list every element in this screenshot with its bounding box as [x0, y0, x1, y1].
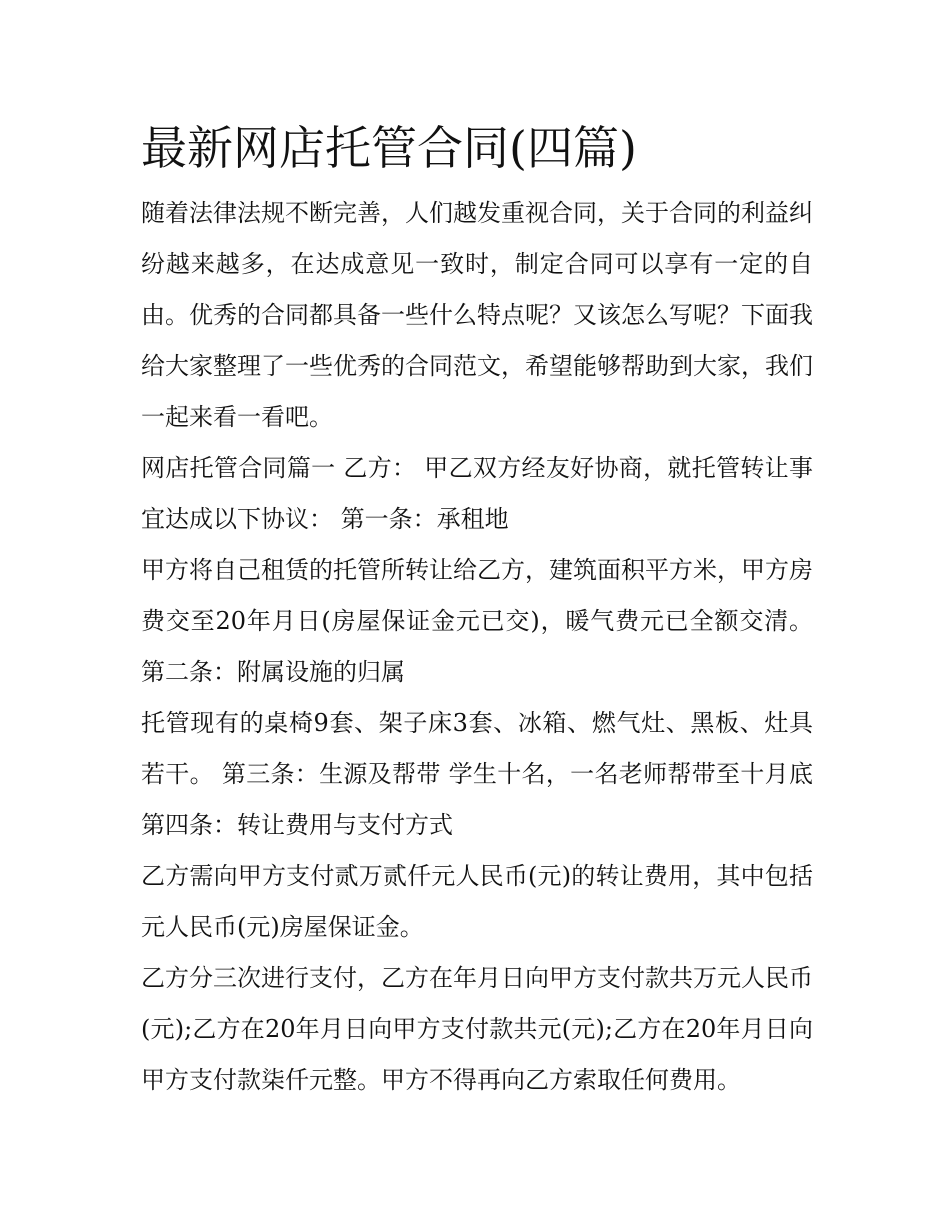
document-title: 最新网店托管合同(四篇)	[141, 121, 637, 175]
paragraph-payment-schedule: 乙方分三次进行支付，乙方在年月日向甲方支付款共万元人民币(元);乙方在20年月日向甲方支付款共元(元);乙方在20年月日向甲方支付款柒仟元整。甲方不得再向乙方索取任何费用。	[141, 964, 813, 1094]
paragraph-article-one: 甲方将自己租赁的托管所转让给乙方，建筑面积平方米，甲方房费交至20年月日(房屋保证金元已交)，暖气费元已全额交清。 第二条：附属设施的归属	[141, 556, 813, 686]
paragraph-intro: 随着法律法规不断完善，人们越发重视合同，关于合同的利益纠纷越来越多，在达成意见一致时，制定合同可以享有一定的自由。优秀的合同都具备一些什么特点呢？又该怎么写呢？下面我给大家整理了一些优秀的合同范文，希望能够帮助到大家，我们一起来看一看吧。	[141, 199, 813, 431]
document-page	[141, 112, 813, 1106]
paragraph-transfer-fee: 乙方需向甲方支付贰万贰仟元人民币(元)的转让费用，其中包括元人民币(元)房屋保证金。	[141, 862, 813, 941]
paragraph-contract-one-intro: 网店托管合同篇一 乙方： 甲乙双方经友好协商，就托管转让事宜达成以下协议： 第一条：承租地	[141, 454, 813, 533]
paragraph-article-two-three: 托管现有的桌椅9套、架子床3套、冰箱、燃气灶、黑板、灶具若干。 第三条：生源及帮带 学生十名，一名老师帮带至十月底 第四条：转让费用与支付方式	[141, 709, 813, 839]
